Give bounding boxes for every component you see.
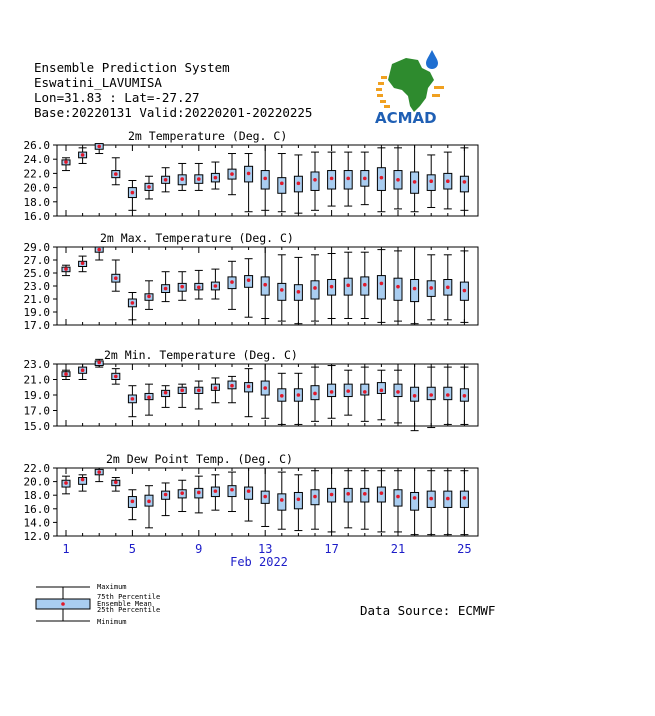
y-tick-label: 25.0	[23, 267, 50, 280]
ensemble-mean-marker	[280, 394, 284, 398]
ensemble-mean-marker	[230, 280, 234, 284]
ensemble-mean-marker	[363, 492, 367, 496]
y-tick-label: 21.0	[23, 373, 50, 387]
logo-text: ACMAD	[375, 109, 437, 127]
ensemble-mean-marker	[97, 470, 101, 474]
ensemble-mean-marker	[131, 191, 135, 195]
ensemble-mean-marker	[413, 180, 417, 184]
ensemble-mean-marker	[230, 384, 234, 388]
y-tick-label: 22.0	[23, 462, 50, 475]
percentile-box	[377, 276, 385, 299]
ensemble-mean-marker	[81, 478, 85, 482]
y-tick-label: 19.0	[23, 306, 50, 319]
x-tick-label: 9	[195, 542, 203, 556]
legend-label-p75: 75th Percentile	[97, 593, 161, 601]
ensemble-mean-marker	[230, 172, 234, 176]
ensemble-mean-marker	[247, 489, 251, 493]
ensemble-mean-marker	[297, 290, 301, 294]
ensemble-mean-marker	[263, 386, 267, 390]
legend-label-p25: 25th Percentile	[97, 606, 161, 614]
ensemble-mean-marker	[197, 177, 201, 181]
ensemble-mean-marker	[114, 172, 118, 176]
ensemble-mean-marker	[429, 393, 433, 397]
x-tick-label: 21	[390, 542, 406, 556]
ensemble-mean-marker	[263, 283, 267, 287]
ensemble-mean-marker	[180, 491, 184, 495]
ensemble-mean-marker	[164, 287, 168, 291]
ensemble-mean-marker	[330, 177, 334, 181]
ensemble-mean-marker	[280, 498, 284, 502]
ensemble-mean-marker	[197, 491, 201, 495]
ensemble-mean-marker	[446, 179, 450, 183]
y-tick-label: 24.0	[23, 153, 50, 167]
ensemble-mean-marker	[380, 282, 384, 286]
x-axis-month-label: Feb 2022	[230, 555, 288, 569]
ensemble-mean-marker	[247, 172, 251, 176]
percentile-box	[411, 492, 419, 510]
ensemble-mean-marker	[214, 176, 218, 180]
ensemble-mean-marker	[330, 285, 334, 289]
ensemble-mean-marker	[280, 182, 284, 186]
ensemble-mean-marker	[64, 481, 68, 485]
x-tick-label: 5	[128, 542, 137, 556]
ensemble-mean-marker	[363, 283, 367, 287]
percentile-box	[278, 283, 286, 300]
ensemble-mean-marker	[380, 491, 384, 495]
panel-title: 2m Min. Temperature (Deg. C)	[104, 348, 298, 362]
ensemble-mean-marker	[263, 495, 267, 499]
ensemble-mean-marker	[197, 389, 201, 393]
y-tick-label: 23.0	[23, 280, 50, 293]
ensemble-mean-marker	[429, 286, 433, 290]
y-tick-label: 22.0	[23, 167, 50, 181]
ensemble-mean-marker	[147, 500, 151, 504]
ensemble-mean-marker	[297, 497, 301, 501]
ensemble-mean-marker	[363, 177, 367, 181]
ensemble-mean-marker	[131, 397, 135, 401]
ensemble-mean-marker	[313, 392, 317, 396]
ensemble-mean-marker	[230, 488, 234, 492]
y-tick-label: 12.0	[23, 530, 50, 543]
legend-label-minimum: Minimum	[97, 618, 127, 626]
ensemble-mean-marker	[164, 493, 168, 497]
legend-label-maximum: Maximum	[97, 583, 127, 591]
legend-mean-marker	[61, 602, 65, 606]
ensemble-mean-marker	[147, 295, 151, 299]
x-tick-label: 17	[324, 542, 339, 556]
y-tick-label: 18.0	[23, 195, 50, 209]
ensemble-mean-marker	[64, 160, 68, 164]
ensemble-mean-marker	[180, 177, 184, 181]
y-tick-label: 18.0	[23, 489, 50, 503]
ensemble-mean-marker	[346, 389, 350, 393]
ensemble-mean-marker	[214, 284, 218, 288]
percentile-box	[411, 280, 419, 302]
ensemble-mean-marker	[297, 393, 301, 397]
x-tick-label: 13	[257, 542, 273, 556]
panel-title: 2m Max. Temperature (Deg. C)	[100, 231, 294, 245]
ensemble-mean-marker	[280, 288, 284, 292]
ensemble-mean-marker	[180, 285, 184, 289]
ensemble-mean-marker	[413, 394, 417, 398]
y-tick-label: 20.0	[23, 475, 50, 489]
x-tick-label: 1	[62, 542, 70, 556]
y-tick-label: 15.0	[23, 420, 50, 433]
y-tick-label: 14.0	[23, 516, 50, 530]
legend	[30, 580, 161, 628]
ensemble-mean-marker	[81, 153, 85, 157]
percentile-box	[245, 487, 253, 499]
y-tick-label: 23.0	[23, 358, 50, 371]
ensemble-mean-marker	[64, 372, 68, 376]
ensemble-mean-marker	[263, 177, 267, 181]
y-tick-label: 27.0	[23, 254, 50, 267]
y-tick-label: 20.0	[23, 181, 50, 195]
ensemble-mean-marker	[463, 394, 467, 398]
ensemble-mean-marker	[330, 390, 334, 394]
y-tick-label: 29.0	[23, 241, 50, 254]
ensemble-mean-marker	[147, 396, 151, 400]
ensemble-mean-marker	[164, 178, 168, 182]
ensemble-mean-marker	[380, 389, 384, 393]
ensemble-mean-marker	[463, 289, 467, 293]
ensemble-mean-marker	[297, 182, 301, 186]
ensemble-mean-marker	[396, 495, 400, 499]
ensemble-mean-marker	[396, 390, 400, 394]
legend-label-mean: Ensemble Mean	[97, 600, 152, 608]
ensemble-mean-marker	[446, 393, 450, 397]
ensemble-mean-marker	[363, 390, 367, 394]
ensemble-mean-marker	[214, 386, 218, 390]
ensemble-mean-marker	[346, 284, 350, 288]
ensemble-mean-marker	[413, 287, 417, 291]
percentile-box	[394, 278, 402, 300]
ensemble-mean-marker	[396, 285, 400, 289]
percentile-box	[278, 178, 286, 194]
ensemble-mean-marker	[164, 391, 168, 395]
ensemble-mean-marker	[81, 368, 85, 372]
data-source-label: Data Source: ECMWF	[360, 603, 496, 618]
ensemble-mean-marker	[214, 489, 218, 493]
y-tick-label: 16.0	[23, 502, 50, 516]
ensemble-mean-marker	[247, 278, 251, 282]
ensemble-mean-marker	[330, 493, 334, 497]
y-tick-label: 16.0	[23, 210, 50, 223]
ensemble-mean-marker	[463, 496, 467, 500]
ensemble-mean-marker	[429, 179, 433, 183]
ensemble-mean-marker	[313, 178, 317, 182]
y-tick-label: 19.0	[23, 389, 50, 402]
x-tick-label: 25	[457, 542, 472, 556]
ensemble-mean-marker	[446, 497, 450, 501]
panel-title: 2m Dew Point Temp. (Deg. C)	[106, 452, 293, 466]
ensemble-mean-marker	[97, 361, 101, 365]
ensemble-mean-marker	[97, 248, 101, 252]
ensemble-mean-marker	[446, 286, 450, 290]
ensemble-mean-marker	[114, 276, 118, 280]
ensemble-mean-marker	[346, 177, 350, 181]
ensemble-mean-marker	[346, 492, 350, 496]
ensemble-mean-marker	[429, 497, 433, 501]
header-line-coordinates: Lon=31.83 : Lat=-27.27	[34, 90, 200, 105]
percentile-box	[311, 281, 319, 299]
ensemble-mean-marker	[197, 286, 201, 290]
ensemble-mean-marker	[463, 180, 467, 184]
ensemble-mean-marker	[81, 261, 85, 265]
y-tick-label: 17.0	[23, 319, 50, 332]
y-tick-label: 17.0	[23, 404, 50, 418]
ensemble-mean-marker	[147, 185, 151, 189]
ensemble-mean-marker	[64, 267, 68, 271]
ensemble-mean-marker	[380, 176, 384, 180]
header-line-dates: Base:20220131 Valid:20220201-20220225	[34, 105, 313, 120]
ensemble-mean-marker	[247, 385, 251, 389]
ensemble-mean-marker	[131, 500, 135, 504]
ensemble-mean-marker	[313, 495, 317, 499]
ensemble-mean-marker	[413, 496, 417, 500]
ensemble-mean-marker	[97, 145, 101, 149]
ensemble-mean-marker	[131, 301, 135, 305]
y-tick-label: 21.0	[23, 293, 50, 306]
percentile-box	[460, 176, 468, 192]
ensemble-mean-marker	[114, 480, 118, 484]
header-line-system: Ensemble Prediction System	[34, 60, 230, 75]
percentile-box	[278, 494, 286, 510]
header-line-station: Eswatini_LAVUMISA	[34, 75, 162, 90]
ensemble-mean-marker	[114, 375, 118, 379]
panel-title: 2m Temperature (Deg. C)	[128, 129, 288, 143]
ensemble-mean-marker	[396, 178, 400, 182]
y-tick-label: 26.0	[23, 139, 50, 152]
ensemble-mean-marker	[180, 389, 184, 393]
ensemble-mean-marker	[313, 286, 317, 290]
